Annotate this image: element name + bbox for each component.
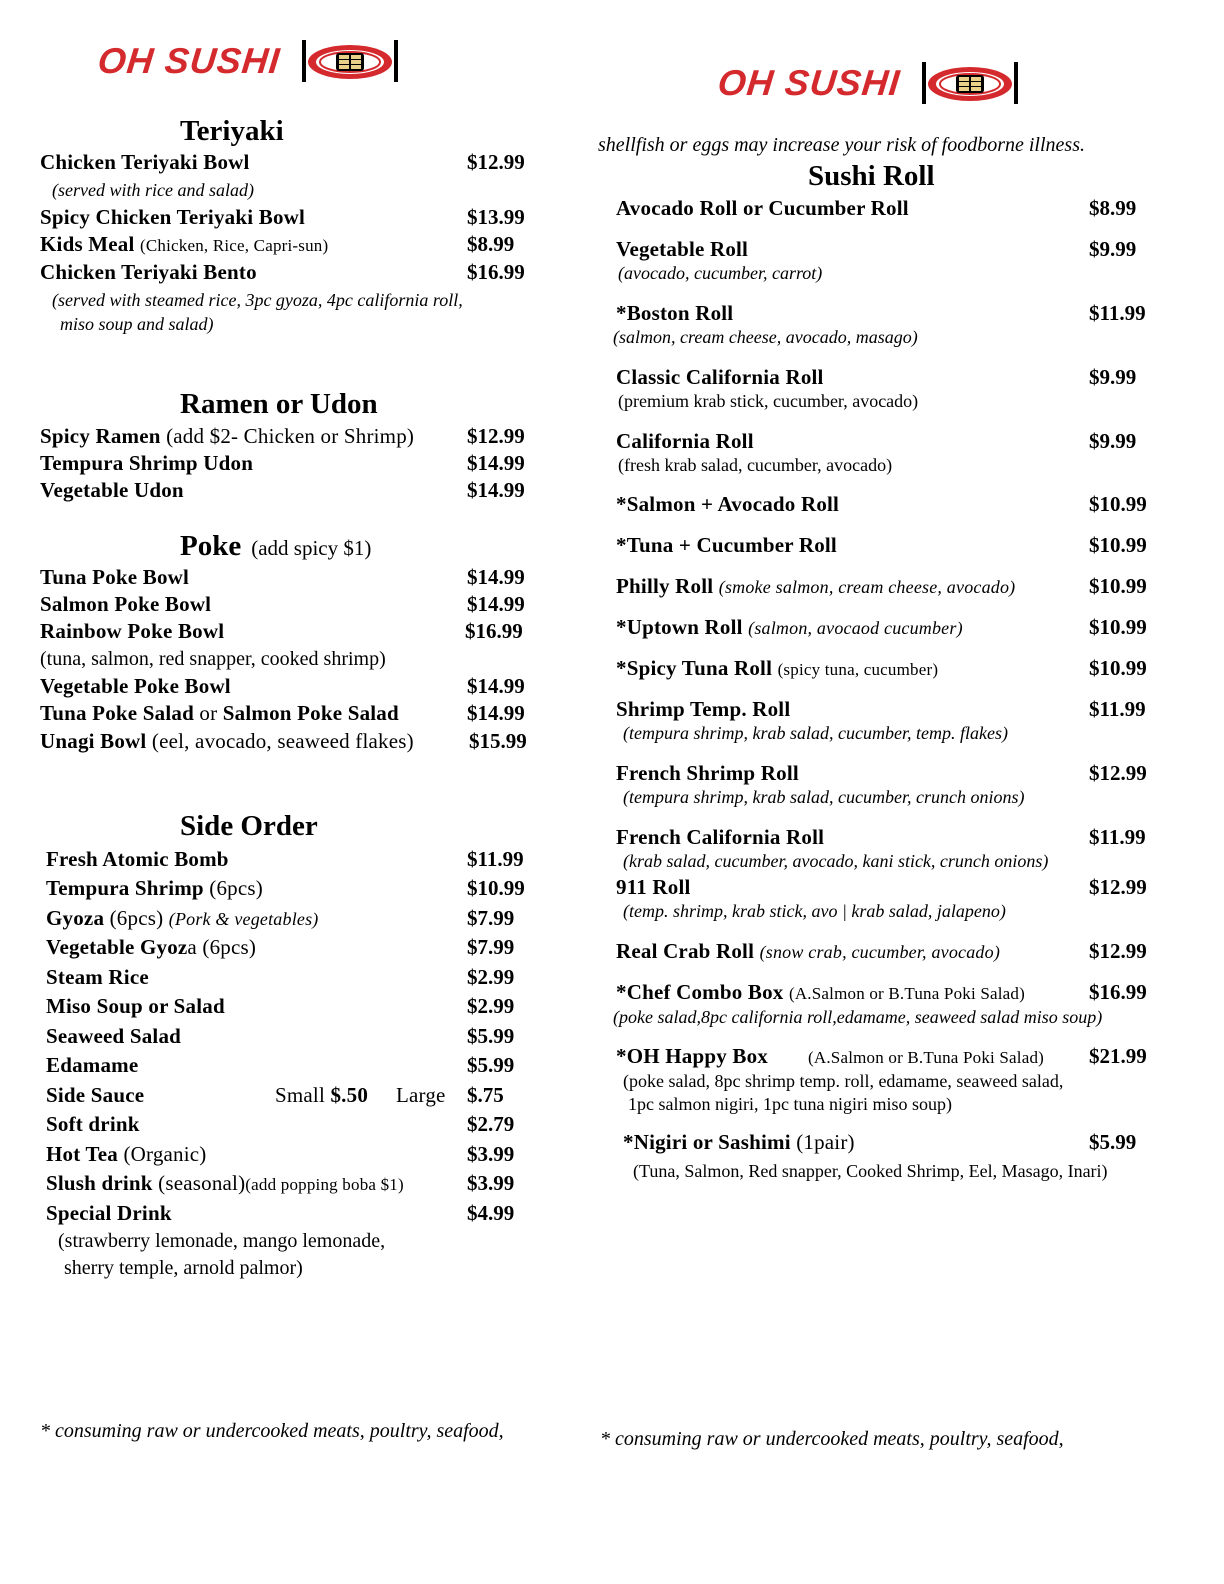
menu-item-name: Soft drink [46, 1112, 140, 1136]
menu-item-price: $11.99 [467, 847, 524, 871]
menu-item-price: $15.99 [469, 729, 527, 753]
menu-item-price: $.75 [467, 1083, 504, 1107]
menu-item-name [46, 876, 263, 901]
sushi-plate-chopsticks-icon [920, 60, 1020, 106]
section-heading-side-order: Side Order [180, 810, 318, 842]
menu-item-name: 911 Roll [616, 875, 691, 899]
menu-item-extra: (snow crab, cucumber, avocado) [759, 942, 1001, 962]
menu-item-extra: (A.Salmon or B.Tuna Poki Salad) [808, 1048, 1045, 1067]
menu-item-price: $14.99 [467, 451, 525, 475]
menu-item-name: Classic California Roll [616, 365, 824, 389]
menu-item-price: $14.99 [467, 592, 525, 616]
logo-left [95, 38, 400, 84]
menu-item-title: *Chef Combo Box [616, 980, 784, 1004]
menu-item-name: Side Sauce [46, 1083, 145, 1107]
menu-item-price: $21.99 [1089, 1044, 1147, 1068]
menu-item-extra: (eel, avocado, seaweed flakes) [151, 729, 414, 753]
logo-text: OH SUSHI [95, 40, 283, 81]
size-price: $.50 [330, 1083, 369, 1107]
section-heading-teriyaki: Teriyaki [180, 115, 284, 147]
menu-item-price: $10.99 [1089, 656, 1147, 680]
menu-item-price: $5.99 [467, 1024, 515, 1048]
menu-item-name [616, 656, 938, 681]
menu-item-name: Fresh Atomic Bomb [46, 847, 229, 871]
menu-item-name: Special Drink [46, 1201, 172, 1225]
menu-item-name [46, 1171, 404, 1196]
menu-item-description: (poke salad, 8pc shrimp temp. roll, edamame, seaweed salad, [623, 1071, 1064, 1091]
menu-item-name: Chicken Teriyaki Bento [40, 260, 257, 284]
menu-item-title: Tuna Poke Salad [40, 701, 194, 725]
menu-item-extra: (Pork & vegetables) [168, 909, 319, 929]
menu-item-price: $2.79 [467, 1112, 515, 1136]
menu-item-name: French California Roll [616, 825, 825, 849]
menu-item-name: Vegetable Poke Bowl [40, 674, 231, 698]
menu-item-name: Seaweed Salad [46, 1024, 182, 1048]
menu-item-name [616, 574, 1015, 599]
menu-item-extra: (6pcs) [202, 935, 257, 959]
section-heading-ramen: Ramen or Udon [180, 388, 378, 420]
menu-item-name: Vegetable Roll [616, 237, 749, 261]
menu-item-name: Vegetable Udon [40, 478, 184, 502]
menu-item-name [46, 1142, 207, 1167]
menu-item-price: $16.99 [1089, 980, 1147, 1004]
menu-item-name: Chicken Teriyaki Bowl [40, 150, 250, 174]
menu-item-price: $11.99 [1089, 825, 1146, 849]
menu-item-extra: (A.Salmon or B.Tuna Poki Salad) [788, 984, 1025, 1003]
menu-item-title: Hot Tea [46, 1142, 118, 1166]
menu-item-price: $3.99 [467, 1142, 515, 1166]
menu-item-title: Gyoza [46, 906, 105, 930]
menu-item-name [616, 615, 963, 640]
menu-item-price: $14.99 [467, 565, 525, 589]
menu-item-extra: (seasonal) [158, 1171, 246, 1195]
menu-item-title: Salmon Poke Salad [222, 701, 399, 725]
size-label: Small [275, 1083, 326, 1107]
menu-item-name [40, 424, 414, 449]
menu-item-title: Vegetable Gyoz [46, 935, 188, 959]
menu-item-extra: (salmon, avocaod cucumber) [748, 618, 963, 638]
menu-item-title: Slush drink [46, 1171, 153, 1195]
menu-item-name: Edamame [46, 1053, 139, 1077]
menu-item-price: $9.99 [1089, 429, 1137, 453]
menu-item-name: Miso Soup or Salad [46, 994, 225, 1018]
section-heading-sushi-roll: Sushi Roll [808, 160, 935, 192]
menu-item-extra: (Organic) [123, 1142, 207, 1166]
menu-item-extra-wrap [808, 1044, 1044, 1069]
menu-item-title: Unagi Bowl [40, 729, 147, 753]
menu-item-price: $14.99 [467, 674, 525, 698]
menu-item-description: (tuna, salmon, red snapper, cooked shrimp) [40, 648, 386, 670]
menu-item-price: $12.99 [1089, 875, 1147, 899]
menu-item-description: (premium krab stick, cucumber, avocado) [618, 391, 919, 411]
menu-item-price: $9.99 [1089, 237, 1137, 261]
menu-item-extra: (6pcs) [109, 906, 164, 930]
menu-item-name [40, 232, 328, 257]
size-label: Large [396, 1083, 446, 1107]
menu-item-extra: (Chicken, Rice, Capri-sun) [140, 236, 329, 255]
menu-item-title: *Spicy Tuna Roll [616, 656, 773, 680]
menu-item-description: (strawberry lemonade, mango lemonade, [58, 1230, 386, 1252]
menu-item-description: sherry temple, arnold palmor) [64, 1257, 303, 1279]
menu-item-connector: or [199, 701, 218, 725]
menu-item-price: $12.99 [467, 150, 525, 174]
menu-item-price: $16.99 [465, 619, 523, 643]
menu-item-price: $7.99 [467, 906, 515, 930]
menu-item-price: $8.99 [467, 232, 515, 256]
menu-item-name [46, 935, 256, 960]
menu-item-price: $5.99 [467, 1053, 515, 1077]
menu-item-description: (Tuna, Salmon, Red snapper, Cooked Shrimp, Eel, Masago, Inari) [633, 1161, 1108, 1181]
menu-item-price: $2.99 [467, 994, 515, 1018]
section-heading-text: Poke [180, 530, 242, 562]
menu-item-extra: (add $2- Chicken or Shrimp) [166, 424, 415, 448]
menu-item-description: (served with steamed rice, 3pc gyoza, 4pc california roll, [52, 290, 463, 310]
menu-item-price: $2.99 [467, 965, 515, 989]
section-heading-note: (add spicy $1) [251, 536, 372, 560]
menu-item-price: $14.99 [467, 701, 525, 725]
menu-item-name [40, 701, 399, 726]
menu-item-title: *Uptown Roll [616, 615, 743, 639]
menu-item-price: $3.99 [467, 1171, 515, 1195]
menu-item-description: (tempura shrimp, krab salad, cucumber, crunch onions) [623, 787, 1025, 807]
menu-item-name: *OH Happy Box [616, 1044, 768, 1068]
menu-item-name: French Shrimp Roll [616, 761, 799, 785]
menu-item-name [46, 906, 319, 931]
menu-item-price: $13.99 [467, 205, 525, 229]
menu-item-price: $10.99 [1089, 533, 1147, 557]
menu-item-price: $16.99 [467, 260, 525, 284]
footnote-right: * consuming raw or undercooked meats, poultry, seafood, [600, 1428, 1064, 1450]
menu-item-title-tail: a [187, 935, 197, 959]
menu-item-price: $12.99 [467, 424, 525, 448]
menu-item-title: Kids Meal [40, 232, 135, 256]
top-note: shellfish or eggs may increase your risk of foodborne illness. [598, 134, 1085, 156]
logo-text: OH SUSHI [715, 62, 903, 103]
menu-item-name: Avocado Roll or Cucumber Roll [616, 196, 909, 220]
menu-item-description: (served with rice and salad) [52, 180, 254, 200]
menu-item-name: Salmon Poke Bowl [40, 592, 212, 616]
footnote-left: * consuming raw or undercooked meats, poultry, seafood, [40, 1420, 504, 1442]
menu-item-price: $10.99 [467, 876, 525, 900]
menu-item-description: (avocado, cucumber, carrot) [618, 263, 823, 283]
menu-item-title: Spicy Ramen [40, 424, 161, 448]
menu-item-price: $12.99 [1089, 761, 1147, 785]
menu-item-title: Tempura Shrimp [46, 876, 204, 900]
menu-item-name: *Boston Roll [616, 301, 734, 325]
menu-item-price: $7.99 [467, 935, 515, 959]
menu-item-name: Steam Rice [46, 965, 149, 989]
menu-item-extra: (smoke salmon, cream cheese, avocado) [718, 577, 1016, 597]
menu-item-extra: (1pair) [796, 1130, 855, 1154]
menu-item-price: $12.99 [1089, 939, 1147, 963]
menu-item-title: Real Crab Roll [616, 939, 755, 963]
menu-item-name: Tuna Poke Bowl [40, 565, 190, 589]
menu-item-description: (salmon, cream cheese, avocado, masago) [613, 327, 918, 347]
menu-item-price: $10.99 [1089, 492, 1147, 516]
menu-item-description: (temp. shrimp, krab stick, avo | krab salad, jalapeno) [623, 901, 1006, 921]
menu-item-name: Rainbow Poke Bowl [40, 619, 225, 643]
menu-item-name: *Salmon + Avocado Roll [616, 492, 840, 516]
menu-item-description: 1pc salmon nigiri, 1pc tuna nigiri miso soup) [628, 1094, 952, 1114]
menu-item-name: Tempura Shrimp Udon [40, 451, 254, 475]
menu-item-price: $8.99 [1089, 196, 1137, 220]
menu-item-name: *Tuna + Cucumber Roll [616, 533, 837, 557]
menu-item-name [616, 980, 1025, 1005]
menu-item-description: (tempura shrimp, krab salad, cucumber, temp. flakes) [623, 723, 1008, 743]
menu-item-name: Spicy Chicken Teriyaki Bowl [40, 205, 306, 229]
menu-item-name [40, 729, 414, 754]
menu-item-name [623, 1130, 855, 1155]
menu-item-description: (fresh krab salad, cucumber, avocado) [618, 455, 893, 475]
menu-item-price: $14.99 [467, 478, 525, 502]
menu-item-price: $10.99 [1089, 615, 1147, 639]
menu-item-price: $5.99 [1089, 1130, 1137, 1154]
menu-item-name: Shrimp Temp. Roll [616, 697, 791, 721]
menu-item-description: miso soup and salad) [60, 314, 214, 334]
menu-item-extra: (add popping boba $1) [245, 1175, 404, 1194]
menu-item-name [616, 939, 1000, 964]
menu-item-price: $9.99 [1089, 365, 1137, 389]
menu-item-title: Philly Roll [616, 574, 714, 598]
menu-item-extra: (spicy tuna, cucumber) [777, 660, 939, 679]
menu-item-price: $10.99 [1089, 574, 1147, 598]
menu-item-name: California Roll [616, 429, 754, 453]
section-heading-poke [180, 530, 371, 563]
menu-item-price: $11.99 [1089, 697, 1146, 721]
sauce-size-large [396, 1083, 446, 1108]
menu-item-price: $11.99 [1089, 301, 1146, 325]
menu-item-description: (poke salad,8pc california roll,edamame, seaweed salad miso soup) [613, 1007, 1103, 1027]
sauce-size-small [275, 1083, 368, 1108]
menu-item-extra: (6pcs) [209, 876, 263, 900]
menu-item-price: $4.99 [467, 1201, 515, 1225]
menu-item-title: *Nigiri or Sashimi [623, 1130, 791, 1154]
sushi-plate-chopsticks-icon [300, 38, 400, 84]
logo-right [715, 60, 1020, 106]
menu-item-description: (krab salad, cucumber, avocado, kani stick, crunch onions) [623, 851, 1049, 871]
